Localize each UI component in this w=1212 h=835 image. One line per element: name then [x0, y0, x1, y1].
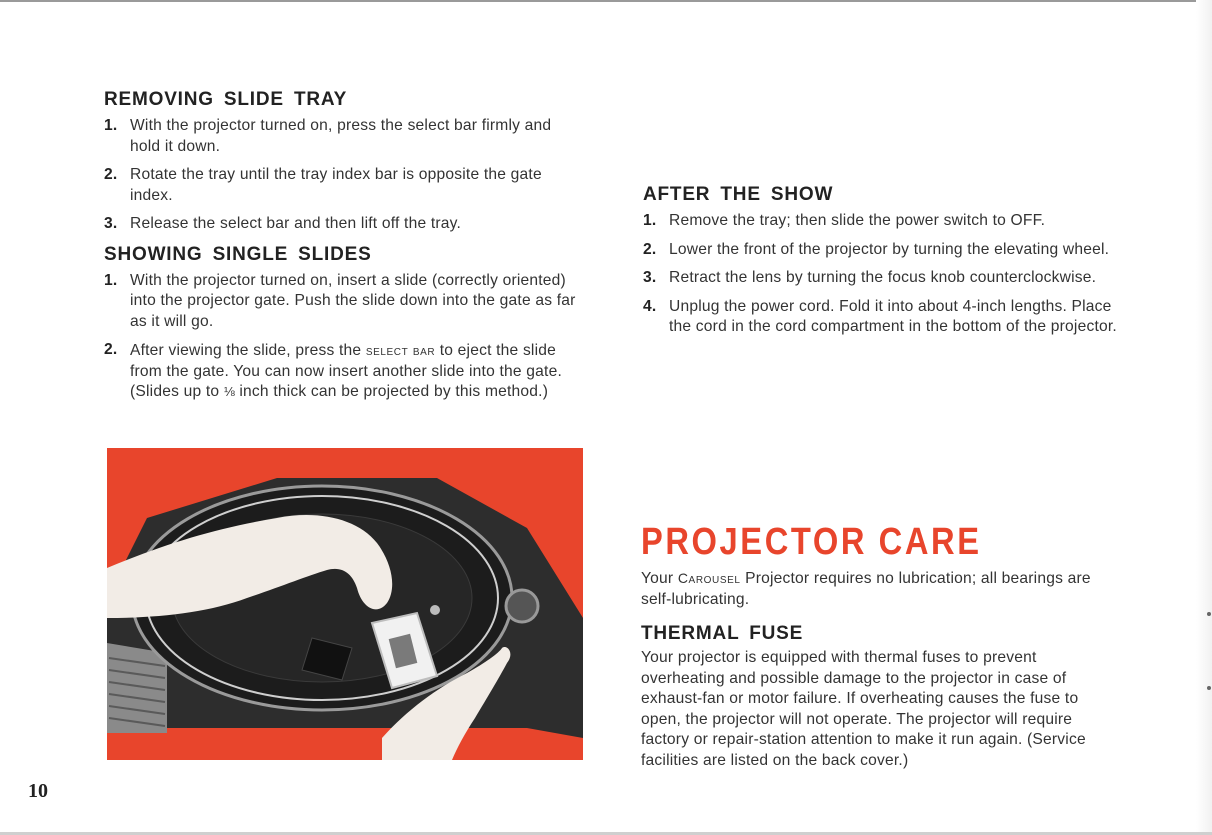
- showing-single-slides-steps: [104, 271, 582, 403]
- step-text-mid: to eject the slide from the gate. You can now insert another slide into the gate. (Slides up to: [130, 342, 562, 400]
- list-item: [104, 340, 582, 403]
- step-number: 3.: [643, 269, 657, 286]
- intro-text-post: Projector requires no lubrication; all bearings are self-lubricating.: [641, 570, 1091, 608]
- thermal-fuse-text: Your projector is equipped with thermal fuses to prevent overheating and possible damage to the projector in case of exhaust-fan or motor failure. If overheating causes the fuse to open, the projector will not operate. The projector will require factory or repair-station attention to make it run again. (Service facilities are listed on the back cover.): [641, 649, 1086, 769]
- projector-care-title: PROJECTOR CARE: [641, 521, 982, 563]
- top-rule: [0, 0, 1212, 2]
- step-number: 1.: [104, 271, 118, 289]
- edge-mark: [1207, 612, 1211, 616]
- after-the-show-section: [643, 183, 1121, 346]
- list-item: [643, 268, 1121, 289]
- carousel-smallcaps: Carousel: [677, 570, 741, 586]
- projector-care-section: [641, 520, 1121, 771]
- intro-text-pre: Your: [641, 570, 678, 587]
- step-text: Rotate the tray until the tray index bar is opposite the gate index.: [130, 166, 542, 204]
- step-number: 2.: [643, 240, 657, 258]
- projector-illustration: [107, 448, 583, 760]
- page-edge-shadow: [1196, 0, 1212, 835]
- list-item: [104, 214, 582, 235]
- step-number: 1.: [643, 212, 657, 229]
- index-marker: [430, 605, 440, 615]
- step-text-pre: After viewing the slide, press the: [130, 342, 366, 359]
- step-number: 2.: [104, 166, 118, 183]
- edge-mark: [1207, 686, 1211, 690]
- step-number: 4.: [643, 297, 657, 315]
- select-bar-smallcaps: select bar: [365, 342, 436, 358]
- step-text: Lower the front of the projector by turning the elevating wheel.: [669, 240, 1110, 258]
- list-item: [104, 165, 582, 206]
- step-text: Remove the tray; then slide the power switch to OFF.: [669, 212, 1046, 229]
- step-text: Unplug the power cord. Fold it into about 4-inch lengths. Place the cord in the cord compartment in the bottom of the projector.: [669, 297, 1117, 335]
- list-item: [643, 211, 1121, 232]
- step-text-post: inch thick can be projected by this method.): [234, 383, 549, 400]
- page-number: 10: [28, 780, 48, 802]
- step-text: Retract the lens by turning the focus knob counterclockwise.: [669, 269, 1097, 286]
- after-the-show-steps: [643, 211, 1121, 338]
- focus-knob: [506, 590, 538, 622]
- list-item: [104, 271, 582, 333]
- list-item: [643, 240, 1121, 261]
- step-text: Release the select bar and then lift off the tray.: [130, 215, 462, 232]
- projector-photo: [107, 448, 583, 760]
- showing-single-slides-heading: SHOWING SINGLE SLIDES: [104, 243, 372, 265]
- list-item: [643, 297, 1121, 338]
- step-number: 3.: [104, 215, 118, 232]
- step-number: 2.: [104, 341, 118, 358]
- step-text: With the projector turned on, insert a slide (correctly oriented) into the projector gate. Push the slide down into the gate as far as it will go.: [130, 271, 576, 330]
- after-the-show-heading: AFTER THE SHOW: [643, 184, 834, 205]
- step-number: 1.: [104, 117, 118, 134]
- removing-slide-tray-steps: [104, 116, 582, 235]
- projector-care-intro: [641, 568, 1121, 610]
- fraction: ⅛: [223, 384, 235, 399]
- removing-slide-tray-heading: REMOVING SLIDE TRAY: [104, 89, 348, 110]
- thermal-fuse-heading: THERMAL FUSE: [641, 623, 804, 644]
- left-column: [104, 88, 582, 411]
- list-item: [104, 116, 582, 157]
- step-text: With the projector turned on, press the select bar firmly and hold it down.: [130, 117, 552, 155]
